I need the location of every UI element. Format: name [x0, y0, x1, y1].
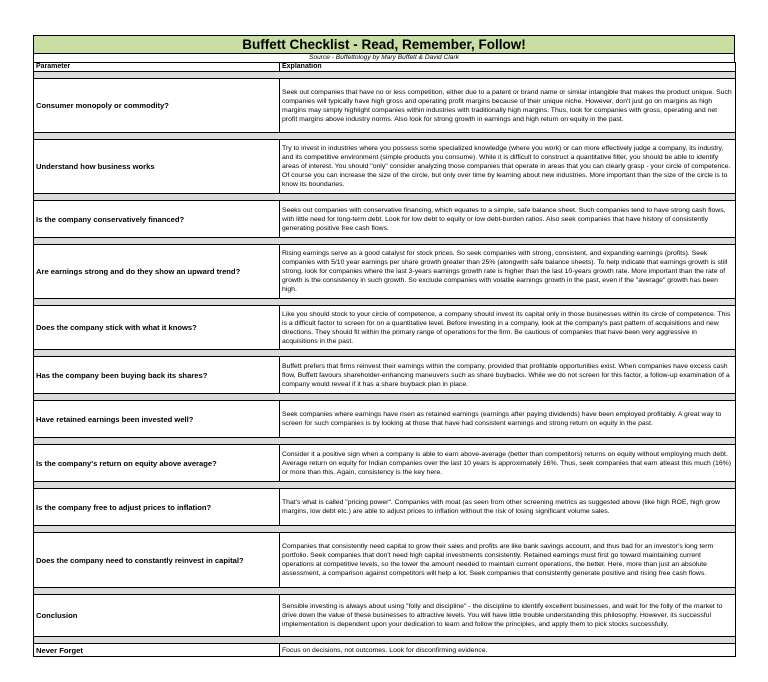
explanation-cell: Seeks out companies with conservative financing, which equates to a simple, safe balance sheet. Such companies tend to have strong cash flows, with little need for long-term debt. Look for low debt to equity or low debt-burden ratios. Also seek companies that have history of consistently generating positive free cash flows. — [280, 201, 736, 238]
row-spacer — [34, 299, 736, 306]
row-spacer — [34, 72, 736, 79]
checklist-row — [34, 140, 736, 194]
parameter-cell: Conclusion — [34, 595, 280, 637]
checklist-row — [34, 595, 736, 637]
parameter-cell: Has the company been buying back its shares? — [34, 357, 280, 394]
checklist-row — [34, 306, 736, 350]
parameter-cell: Understand how business works — [34, 140, 280, 194]
parameter-cell: Is the company's return on equity above average? — [34, 445, 280, 482]
header-parameter: Parameter — [34, 63, 280, 72]
explanation-cell: Seek companies where earnings have risen as retained earnings (earnings after paying dividends) have been employed profitably. A great way to screen for such companies is by looking at those that have had consistent earnings and strong return on equity in the past. — [280, 401, 736, 438]
parameter-cell: Are earnings strong and do they show an upward trend? — [34, 245, 280, 299]
explanation-cell: Rising earnings serve as a good catalyst for stock prices. So seek companies with strong, consistent, and expanding earnings (profits). Seek companies with 5/10 year earnings per share growth greater than 25% (alongwith safe balance sheets). To help indicate that earnings growth is still strong, look for companies where the last 3-years earnings growth rate is higher than the last 10-years growth rate. More important than the rate of growth is the consistency in such growth. So exclude companies with volatile earnings growth in the past, even if the "average" growth has been high. — [280, 245, 736, 299]
parameter-cell: Is the company conservatively financed? — [34, 201, 280, 238]
row-spacer — [34, 438, 736, 445]
source-note: Source - Buffettology by Mary Buffett & David Clark — [33, 54, 735, 62]
row-spacer — [34, 637, 736, 644]
checklist-row — [34, 201, 736, 238]
checklist-row — [34, 644, 736, 657]
explanation-cell: Buffett prefers that firms reinvest their earnings within the company, provided that profitable opportunities exist. When companies have excess cash flow, Buffett favours shareholder-enhancing maneuvers such as share buybacks. While we do not screen for this factor, a follow-up examination of a company would reveal if it has a share buyback plan in place. — [280, 357, 736, 394]
explanation-cell: Like you should stock to your circle of competence, a company should invest its capital only in those businesses within its circle of competence. This is a difficult factor to screen for on a quantitative level. Before investing in a company, look at the company's past pattern of acquisitions and new directions. They should fit within the primary range of operations for the firm. Be cautious of companies that have been very aggressive in acquisitions in the past. — [280, 306, 736, 350]
checklist-sheet — [33, 35, 735, 657]
explanation-cell: Sensible investing is always about using "folly and discipline" - the discipline to identify excellent businesses, and wait for the folly of the market to drive down the value of these businesses to attractive levels. You will have little trouble understanding this philosophy. However, its successful implementation is dependent upon your dedication to learn and follow the principles, and apply them to pick stocks successfully. — [280, 595, 736, 637]
checklist-row — [34, 445, 736, 482]
parameter-cell: Have retained earnings been invested well? — [34, 401, 280, 438]
row-spacer — [34, 588, 736, 595]
checklist-row — [34, 79, 736, 133]
parameter-cell: Is the company free to adjust prices to inflation? — [34, 489, 280, 526]
header-row — [34, 63, 736, 72]
row-spacer — [34, 482, 736, 489]
checklist-row — [34, 533, 736, 588]
header-explanation: Explanation — [280, 63, 736, 72]
explanation-cell: Focus on decisions, not outcomes. Look for disconfirming evidence. — [280, 644, 736, 657]
explanation-cell: Seek out companies that have no or less competition, either due to a patent or brand name or similar intangible that makes the product unique. Such companies will typically have high gross and operating profit margins because of their unique niche. However, don't just go on margins as high margins may simply highlight companies within industries with traditionally high margins. Thus, look for companies with gross, operating and net profit margins above industry norms. Also look for strong growth in earnings and high return on equity in the past. — [280, 79, 736, 133]
checklist-table — [33, 62, 736, 657]
parameter-cell: Consumer monopoly or commodity? — [34, 79, 280, 133]
explanation-cell: Companies that consistently need capital to grow their sales and profits are like bank savings account, and thus bad for an investor's long term portfolio. Seek companies that don't need high capital investments consistently. Retained earnings must first go toward maintaining current operations at competitive levels, so the lower the amount needed to maintain current operations, the better. Here, more than just an absolute assessment, a comparison against competitors will help a lot. Seek companies that consistently generate positive and rising free cash flows. — [280, 533, 736, 588]
checklist-row — [34, 489, 736, 526]
checklist-row — [34, 245, 736, 299]
sheet-title: Buffett Checklist - Read, Remember, Follow! — [33, 35, 735, 54]
explanation-cell: Consider it a positive sign when a company is able to earn above-average (better than competitors) returns on equity without employing much debt. Average return on equity for Indian companies over the last 10 years is approximately 16%. Thus, seek companies that earn atleast this much (16%) or more than this. Again, consistency is the key here. — [280, 445, 736, 482]
row-spacer — [34, 394, 736, 401]
row-spacer — [34, 350, 736, 357]
row-spacer — [34, 238, 736, 245]
checklist-row — [34, 401, 736, 438]
checklist-row — [34, 357, 736, 394]
parameter-cell: Does the company stick with what it knows? — [34, 306, 280, 350]
row-spacer — [34, 194, 736, 201]
parameter-cell: Does the company need to constantly reinvest in capital? — [34, 533, 280, 588]
explanation-cell: Try to invest in industries where you possess some specialized knowledge (where you work) or can more effectively judge a company, its industry, and its competitive environment (simple products you consume). While it is difficult to construct a quantitative filter, you should be able to identify areas of interest. You should "only" consider analyzing those companies that operate in areas that you can clearly grasp - your circle of competence. Of course you can increase the size of the circle, but only over time by learning about new industries. More important than the size of the circle is to know its boundaries. — [280, 140, 736, 194]
row-spacer — [34, 133, 736, 140]
parameter-cell: Never Forget — [34, 644, 280, 657]
explanation-cell: That's what is called "pricing power". Companies with moat (as seen from other screening metrics as suggested above (like high ROE, high grow margins, low debt etc.) are able to adjust prices to inflation without the risk of losing significant volume sales. — [280, 489, 736, 526]
row-spacer — [34, 526, 736, 533]
